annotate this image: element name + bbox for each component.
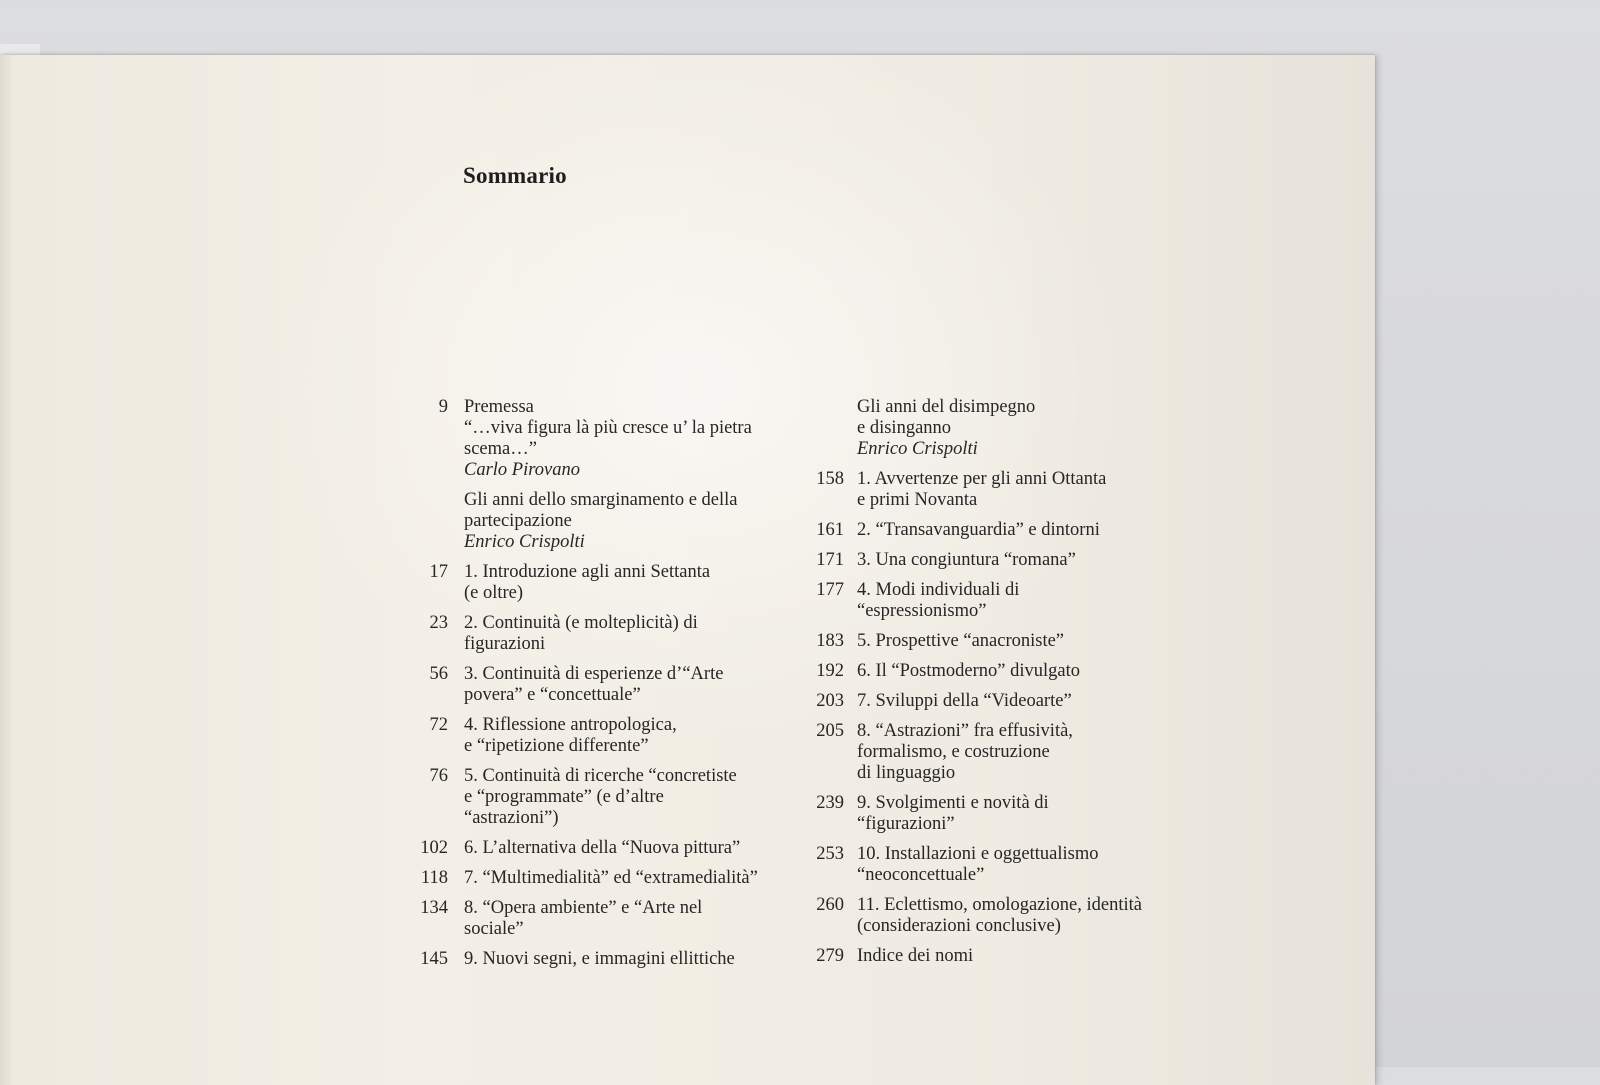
toc-left-column — [410, 397, 790, 979]
toc-entry — [805, 631, 1195, 652]
toc-entry-text: 6. Il “Postmoderno” divulgato — [857, 661, 1080, 681]
toc-entry — [805, 691, 1195, 712]
toc-page-number: 134 — [420, 898, 448, 918]
toc-entry — [410, 490, 790, 553]
book-page — [0, 55, 1375, 1085]
toc-page-number: 23 — [429, 613, 448, 633]
toc-entry — [805, 844, 1195, 886]
toc-entry-text: 3. Una congiuntura “romana” — [857, 550, 1076, 570]
toc-entry — [805, 661, 1195, 682]
toc-entry-author: Carlo Pirovano — [464, 460, 580, 480]
toc-page-number: 177 — [816, 580, 844, 600]
toc-entry — [805, 946, 1195, 967]
toc-page-number: 72 — [429, 715, 448, 735]
toc-page-number: 260 — [816, 895, 844, 915]
toc-entry — [805, 895, 1195, 937]
toc-entry-text: 8. “Astrazioni” fra effusività, formalismo, e costruzione di linguaggio — [857, 721, 1073, 783]
toc-entry — [805, 397, 1195, 460]
toc-entry-text: Indice dei nomi — [857, 946, 974, 966]
toc-entry — [805, 721, 1195, 784]
toc-entry — [805, 469, 1195, 511]
toc-page-number: 9 — [438, 397, 448, 417]
toc-page-number: 76 — [429, 766, 448, 786]
toc-entry-text: Premessa “…viva figura là più cresce u’ la pietra scema…” Carlo Pirovano — [464, 397, 752, 480]
toc-entry-text: 3. Continuità di esperienze d’“Arte povera” e “concettuale” — [464, 664, 724, 705]
toc-entry-text: 6. L’alternativa della “Nuova pittura” — [464, 838, 741, 858]
toc-entry-text: 8. “Opera ambiente” e “Arte nel sociale” — [464, 898, 703, 939]
toc-page-number: 145 — [420, 949, 448, 969]
toc-entry-text: 5. Prospettive “anacroniste” — [857, 631, 1065, 651]
toc-entry — [410, 838, 790, 859]
toc-right-column — [805, 397, 1195, 976]
toc-entry — [805, 793, 1195, 835]
toc-page-number: 161 — [816, 520, 844, 540]
toc-entry — [410, 766, 790, 829]
toc-entry-text: 9. Svolgimenti e novità di “figurazioni” — [857, 793, 1049, 834]
toc-entry-text: 7. Sviluppi della “Videoarte” — [857, 691, 1072, 711]
toc-entry — [805, 550, 1195, 571]
toc-page-number: 253 — [816, 844, 844, 864]
toc-entry — [805, 580, 1195, 622]
toc-entry-text: 5. Continuità di ricerche “concretiste e “programmate” (e d’altre “astrazioni”) — [464, 766, 737, 828]
toc-entry-author: Enrico Crispolti — [464, 532, 585, 552]
toc-entry-text: Gli anni dello smarginamento e della partecipazione Enrico Crispolti — [464, 490, 738, 552]
toc-entry — [410, 868, 790, 889]
toc-entry — [410, 898, 790, 940]
toc-page-number: 17 — [429, 562, 448, 582]
toc-entry-text: 10. Installazioni e oggettualismo “neoconcettuale” — [857, 844, 1099, 885]
toc-entry — [410, 562, 790, 604]
toc-entry-text: 1. Avvertenze per gli anni Ottanta e primi Novanta — [857, 469, 1107, 510]
toc-page-number: 183 — [816, 631, 844, 651]
toc-entry — [410, 664, 790, 706]
page-title: Sommario — [463, 163, 567, 188]
toc-entry — [805, 520, 1195, 541]
toc-entry — [410, 715, 790, 757]
toc-entry-author: Enrico Crispolti — [857, 439, 978, 459]
toc-entry-text: 7. “Multimedialità” ed “extramedialità” — [464, 868, 758, 888]
toc-page-number: 158 — [816, 469, 844, 489]
toc-page-number: 239 — [816, 793, 844, 813]
toc-entry-text: Gli anni del disimpegno e disinganno Enrico Crispolti — [857, 397, 1036, 459]
toc-page-number: 118 — [420, 868, 448, 888]
toc-entry — [410, 613, 790, 655]
toc-page-number: 205 — [816, 721, 844, 741]
toc-page-number: 279 — [816, 946, 844, 966]
toc-entry — [410, 949, 790, 970]
toc-entry-text: 1. Introduzione agli anni Settanta (e oltre) — [464, 562, 711, 603]
toc-entry-text: 2. Continuità (e molteplicità) di figurazioni — [464, 613, 698, 654]
toc-page-number: 102 — [420, 838, 448, 858]
toc-entry-text: 4. Modi individuali di “espressionismo” — [857, 580, 1020, 621]
toc-page-number: 192 — [816, 661, 844, 681]
toc-entry — [410, 397, 790, 481]
toc-page-number: 171 — [816, 550, 844, 570]
toc-entry-text: 4. Riflessione antropologica, e “ripetizione differente” — [464, 715, 677, 756]
toc-entry-text: 11. Eclettismo, omologazione, identità (considerazioni conclusive) — [857, 895, 1142, 936]
toc-entry-text: 9. Nuovi segni, e immagini ellittiche — [464, 949, 735, 969]
toc-page-number: 56 — [429, 664, 448, 684]
toc-entry-text: 2. “Transavanguardia” e dintorni — [857, 520, 1100, 540]
toc-page-number: 203 — [816, 691, 844, 711]
